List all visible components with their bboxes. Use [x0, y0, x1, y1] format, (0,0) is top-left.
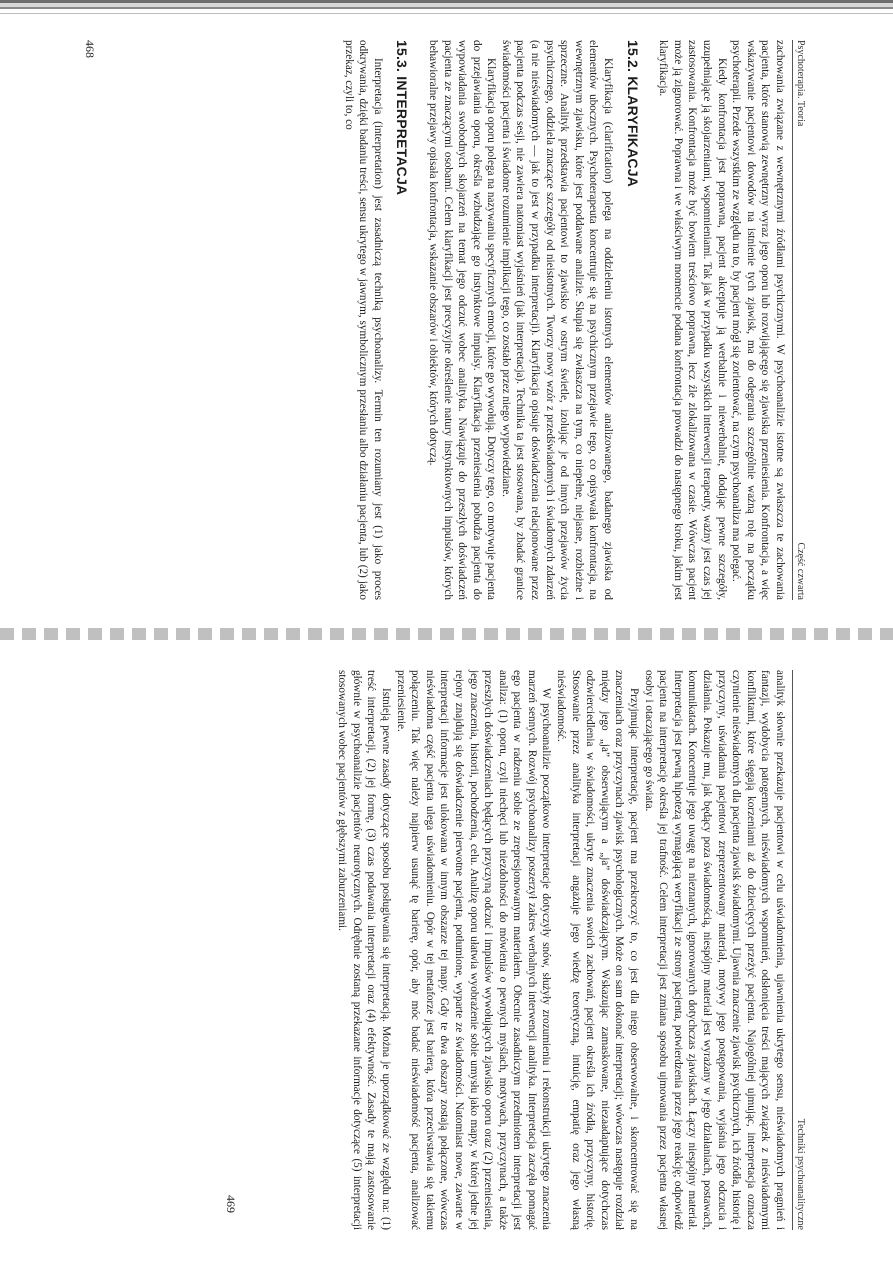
paragraph: Klaryfikacja oporu polega na nazywaniu specyficznych emocji, które go wywołują. Dotyczy tego, co motywuje pacjenta do przejawiania oporu, określa wzbudzające go instynktowe impulsy. Klaryfikacja przeniesienia pobudza pacjenta do wypowiadania swobodnych skojarzeń na temat jego odczuć wobec analityka. Nawiązuje do przeszłych doświadczeń pacjenta ze znaczącymi osobami. Celem klaryfikacji jest precyzyjne określenie natury instynktownych impulsów, których behawioralne przejawy opisała konfrontacja, wskazanie obszarów i obiektów, których dotyczą.: [426, 40, 498, 600]
page-number-469: 469: [224, 1195, 238, 1213]
paragraph: Istnieją pewne zasady dotyczące sposobu posługiwania się interpretacją. Można je uporządkować ze względu na: (1) treść interpretacji, (2) jej formę, (3) czas podawania interpretacji oraz (4) efektywność. Zasady te mają zastosowanie głównie w psychoanalizie pacjentów neurotycznych. Odrębnie zostaną przekazane informacje dotyczące (5) interpretacji stosowanych wobec pacjentów z głębszymi zaburzeniami.: [336, 670, 392, 1230]
page-469: [83, 670, 813, 1230]
section-heading-interpretacja: 15.3. INTERPRETACJA: [394, 40, 411, 196]
paragraph: zachowania związane z wewnętrznymi źródłami psychicznymi. W psychoanalizie istotne są zwłaszcza te zachowania pacjenta, które stanowią zewnętrzny wyraz jego oporu lub rozwijającego się zjawiska przeniesienia. Konfrontacja, a więc wskazywanie pacjentowi dowodów na istnienie tych zjawisk, ma do odegrania szczególnie ważną rolę na początku psychoterapii. Przede wszystkim ze względu na to, by pacjent mógł się zorientować, na czym psychoanaliza ma polegać.: [730, 40, 786, 600]
running-head-right: Techniki psychoanalityczne: [795, 1118, 806, 1230]
running-head-left: Psychoterapia. Teoria: [795, 40, 806, 127]
page-468: [83, 40, 813, 600]
paragraph: Klaryfikacja (clarification) polega na oddzieleniu istotnych elementów analizowanego, badanego zjawiska od elementów ubocznych. Psychoterapeuta koncentruje się na psychicznym przejawie tego, co opisywała konfrontacja, na wewnętrznym zjawisku, które jest poddawane analizie. Skupia się zwłaszcza na tym, co niepełne, niejasne, rozbieżne i sprzeczne. Analityk przedstawia pacjentowi to zjawisko w ostrym świetle, izolując je od innych przejawów życia psychicznego, oddziela znaczące szczegóły od nieistotnych. Tworzy nowy wzór z przedświadomych i świadomych zdarzeń (a nie nieświadomych — jak to jest w przypadku interpretacji). Klaryfikacja opisuje doświadczenia relacjonowane przez pacjenta podczas sesji, nie zawiera natomiast wyjaśnień (jak interpretacja). Technika ta jest stosowana, by zbadać granice świadomości pacjenta i świadome rozumienie implikacji tego, co zostało przez niego wypowiedziane.: [499, 40, 615, 600]
paragraph: W psychoanalizie początkowo interpretacje dotyczyły snów, służyły zrozumieniu i rekonstrukcji ukrytego znaczenia marzeń sennych. Rozwój psychoanalizy poszerzył zakres werbalnych interwencji analityka. Interpretacja zaczęła pomagać ego pacjenta w radzeniu sobie ze zrepresjonowanym materiałem. Obecnie zasadniczym przedmiotem interpretacji jest analiza: (1) oporu, czyli niechęci lub niezdolności do mówienia o pewnych myślach, motywach, przyczynach, a także przeszłych doświadczeniach będących przyczyną odczuć i impulsów wywołujących zjawisko oporu oraz (2) przeniesienia, jego znaczenia, historii, pochodzenia, celu. Analizę oporu ułatwia wyobrażenie sobie umysłu jako mapy, w której jedne jej rejony znajdują się doświadczenie pierwotne pacjenta, potłumione, wyparte ze świadomości. Natomiast nowe, zawarte w interpretacji informacje jest ulokowana w innym obszarze tej mapy. Gdy te dwa obszary zostają połączone, wówczas nieświadoma część pacjenta ulega uświadomieniu. Opór w tej metaforze jest barierą, która przeciwstawia się takiemu połączeniu. Tak więc należy najpierw usunąć tę barierę, opór, aby móc badać nieświadomość pacjenta, analizować przeniesienie.: [394, 670, 553, 1230]
running-head-468: [792, 40, 813, 600]
running-head-469: [792, 670, 813, 1230]
paragraph: Interpretacja (interpretation) jest zasadniczą techniką psychoanalizy. Termin ten rozumiany jest (1) jako proces odkrywania, dzięki badaniu treści, sensu ukrytego w jawnym, symbolicznym przesłaniu albo działaniu pacjenta, lub (2) jako przekaz, czyli to, co: [342, 40, 384, 600]
paragraph: analityk słownie przekazuje pacjentowi w celu uświadomienia, ujawnienia ukrytego sensu, nieświadomych pragnień i fantazji, wydobycia patogennych, nieświadomych wspomnień, odsłonięcia treści mających związek z nieświadomymi konfliktami, które sięgają korzeniami aż do dziecięcych przeżyć pacjenta. Najogólniej ujmując, interpretacja oznacza czynienie nieświadomych dla pacjenta zjawisk świadomymi. Ujawnia znaczenie zjawisk psychicznych, ich źródła, historię i przyczyny, uświadamia pacjentowi zreprezentowany materiał, motywy jego postępowania, wyjaśnia jego odczucia i działania. Pokazuje mu, jak będący poza świadomością, niespójny materiał jest wyrażany w jego działaniach, postawach, komunikatach. Koncentruje jego uwagę na nieznanych, ignorowanych dotychczas zjawiskach. Łączy niespójny materiał. Interpretacja jest pewną hipotezą wymagającą weryfikacji ze strony pacjenta, potwierdzenia przez jego reakcję; odpowiedź pacjenta na interpretację określa jej trafność. Celem interpretacji jest zmiana sposobu ujmowania przez pacjenta własnej osoby i otaczającego go świata.: [642, 670, 786, 1230]
page-number-468: 468: [83, 40, 97, 58]
running-head-right: Część czwarta: [795, 542, 806, 600]
page-469-body: [335, 670, 787, 1230]
paragraph: Przyjmując interpretację, pacjent ma przekroczyć to, co jest dla niego obserwowalne, i skoncentrować się na znaczeniach oraz przyczynach zjawisk psychologicznych. Może on sam dokonać interpretacji; wówczas następuje rozdział między jego „ja” obserwującym a „ja” doświadczającym. Wskazując zamaskowane, niezaadaptujące dotychczas odzwierciedlenia w świadomości, ukryte znaczenia swoich zachowań, pacjent określa ich źródła, przyczyny, historię. Stosowanie przez analityka interpretacji angażuje jego wiedzę teoretyczną, intuicję, empatię oraz jego własną nieświadomość.: [555, 670, 641, 1230]
section-heading-klaryfikacja: 15.2. KLARYFIKACJA: [624, 40, 641, 187]
page-468-body: [341, 40, 787, 600]
paragraph: Kiedy konfrontacja jest poprawna, pacjent akceptuje ją werbalnie i niewerbalnie, dodając pewne szczegóły, uzupełniające ją skojarzeniami, wspomnieniami. Tak jak w przypadku wszystkich interwencji terapeuty, ważny jest czas jej zastosowania. Konfrontacja może być bowiem treściowo poprawna, lecz źle zlokalizowana w czasie. Wówczas pacjent może ją zignorować. Poprawna i we właściwym momencie podana konfrontacja prowadzi do następnego kroku, jakim jest klaryfikacja.: [657, 40, 728, 600]
